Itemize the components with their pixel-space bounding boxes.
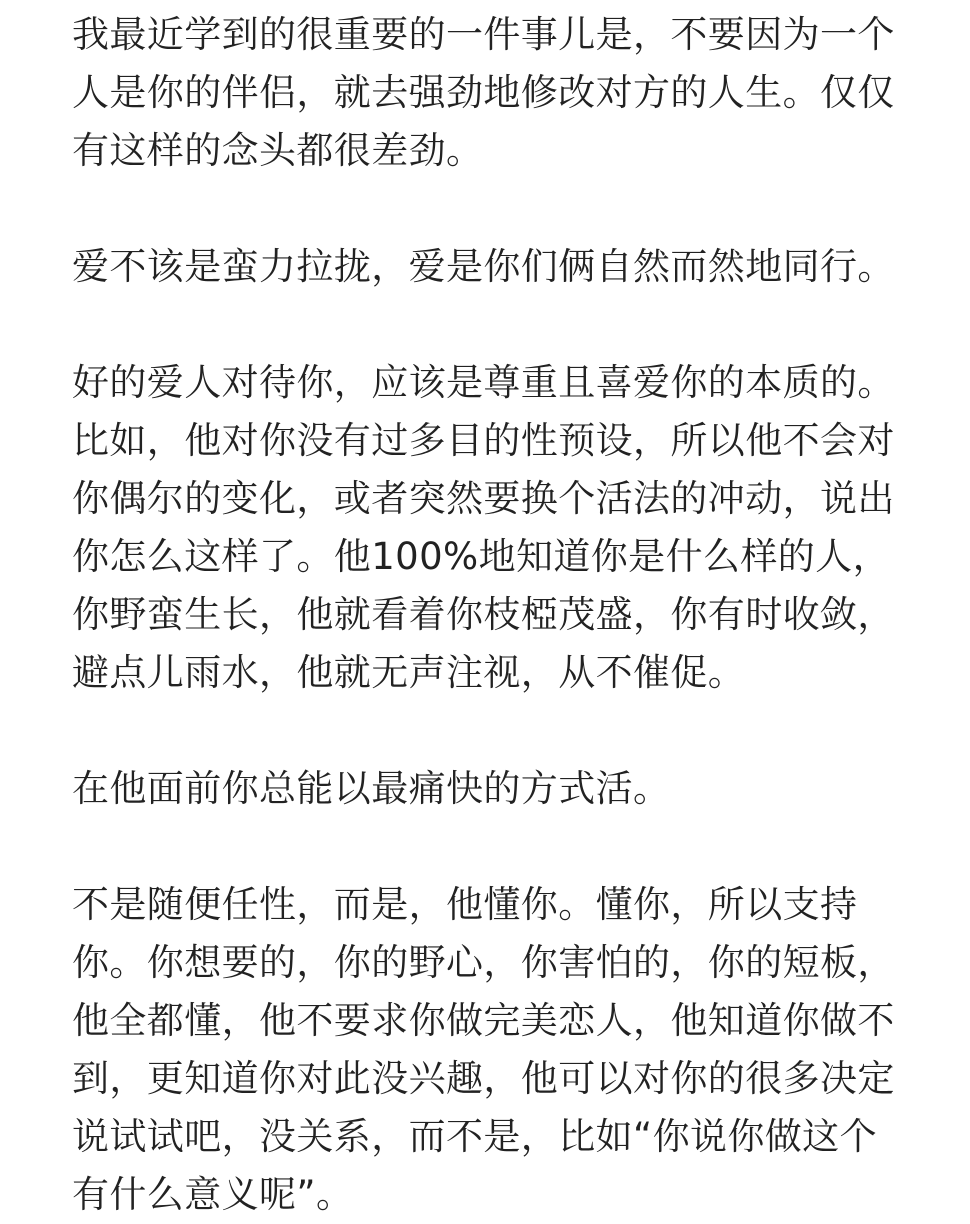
text-line: 比如，他对你没有过多目的性预设，所以他不会对 <box>72 419 895 462</box>
text-line: 说试试吧，没关系，而不是，比如“你说你做这个 <box>72 1115 877 1158</box>
text-line: 不是随便任性，而是，他懂你。懂你，所以支持 <box>72 883 858 926</box>
text-line: 你偶尔的变化，或者突然要换个活法的冲动，说出 <box>72 477 895 520</box>
paragraph-3 <box>72 354 970 702</box>
text-line: 避点儿雨水，他就无声注视，从不催促。 <box>72 651 746 694</box>
paragraph-5 <box>72 876 970 1224</box>
paragraph-gap <box>72 818 970 876</box>
paragraph-gap <box>72 180 970 238</box>
text-line: 到，更知道你对此没兴趣，他可以对你的很多决定 <box>72 1057 895 1100</box>
paragraph-gap <box>72 702 970 760</box>
paragraph-4 <box>72 760 970 818</box>
text-line: 爱不该是蛮力拉拢，爱是你们俩自然而然地同行。 <box>72 245 895 288</box>
text-line: 好的爱人对待你，应该是尊重且喜爱你的本质的。 <box>72 361 895 404</box>
text-line: 有什么意义呢”。 <box>72 1173 354 1216</box>
text-line: 你野蛮生长，他就看着你枝椏茂盛，你有时收敛， <box>72 593 895 636</box>
text-line: 他全都懂，他不要求你做完美恋人，他知道你做不 <box>72 999 895 1042</box>
text-line: 在他面前你总能以最痛快的方式活。 <box>72 767 671 810</box>
text-line: 你怎么这样了。他100%地知道你是什么样的人， <box>72 535 890 578</box>
paragraph-1 <box>72 6 970 180</box>
text-line: 我最近学到的很重要的一件事儿是，不要因为一个 <box>72 13 895 56</box>
paragraph-gap <box>72 296 970 354</box>
text-line: 有这样的念头都很差劲。 <box>72 129 484 172</box>
text-line: 你。你想要的，你的野心，你害怕的，你的短板， <box>72 941 895 984</box>
paragraph-2 <box>72 238 970 296</box>
text-line: 人是你的伴侣，就去强劲地修改对方的人生。仅仅 <box>72 71 895 114</box>
